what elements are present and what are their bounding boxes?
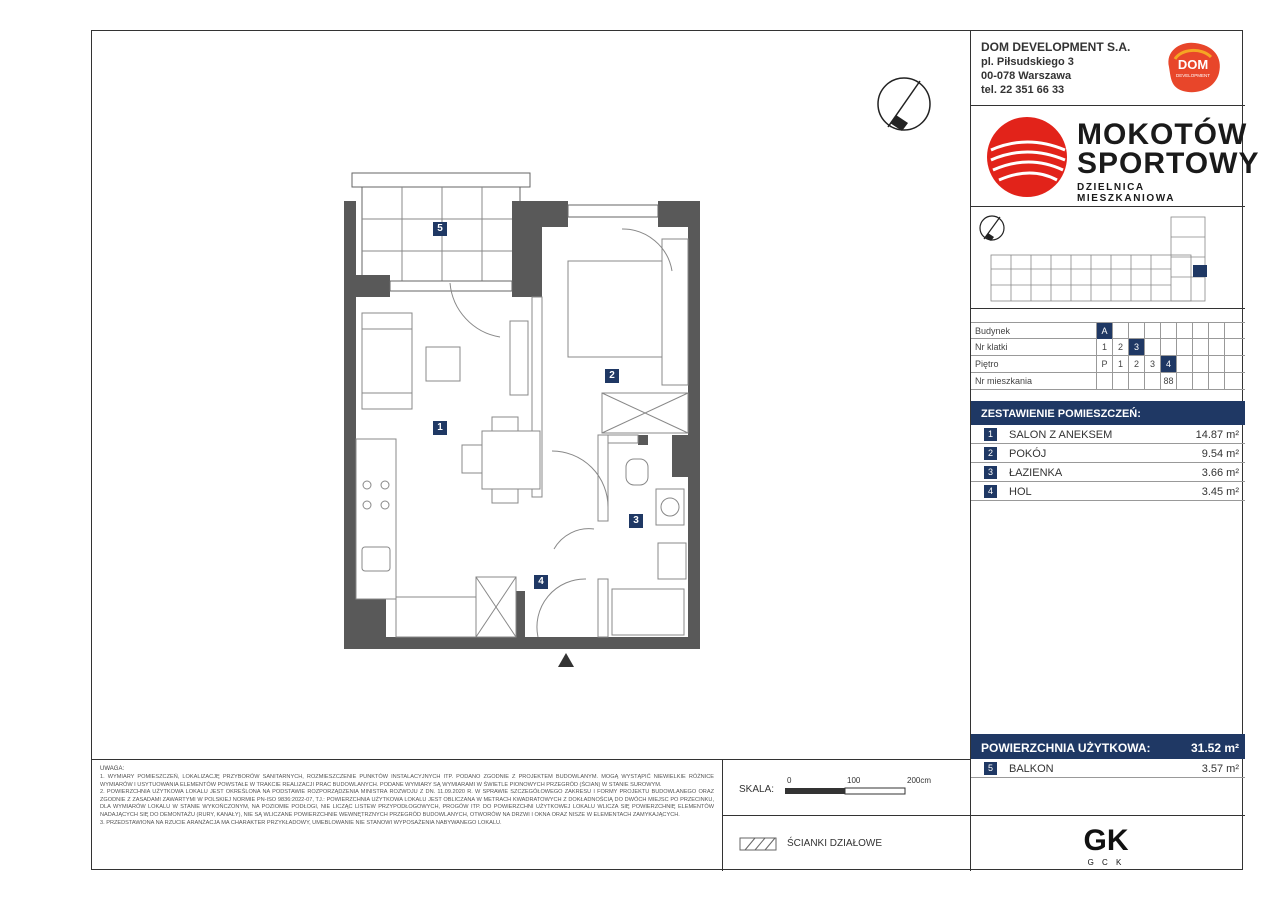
mokotow-sportowy-logo-icon	[985, 116, 1069, 198]
developer-block	[971, 31, 1245, 106]
brand-tagline: DZIELNICA MIESZKANIOWA	[1077, 182, 1176, 204]
room-name: SALON Z ANEKSEM	[1009, 429, 1113, 441]
empty-cell	[1176, 339, 1192, 355]
legend-label: ŚCIANKI DZIAŁOWE	[787, 838, 883, 849]
plan-label-1: 1	[437, 422, 443, 433]
empty-cell	[1208, 339, 1224, 355]
developer-phone: tel. 22 351 66 33	[981, 84, 1065, 96]
note-2: 2. POWIERZCHNIA UŻYTKOWA LOKALU JEST OKREŚLONA NA PODSTAWIE ROZPORZĄDZENIA MINISTRA ROZWOJU Z DN. 11.09.2020 R. W SPRAWIE SZCZEGÓŁOWEGO ZAKRESU I FORMY PROJEKTU BUDOWLANEGO ORAZ ZGODNIE Z ZASADAMI ZAWARTYMI W POLSKIEJ NORMIE PN-ISO 9836:2022-07, TJ.: POWIERZCHNIA UŻYTKOWA LOKALU JEST OBLICZANA W METRACH KWADRATOWYCH Z DOKŁADNOŚCIĄ DO DWÓCH MIEJSC PO PRZECINKU, DLA WYMIARÓW LOKALU W STANIE WYKOŃCZONYM, NA POZIOMIE PODŁOGI, NIE LICZĄC LISTEW PRZYPODŁOGOWYCH, PROGÓW ITP. DO POWIERZCHNI UŻYTKOWEJ LOKALU WLICZA SIĘ POWIERZCHNIĘ ELEMENTÓW NADAJĄCYCH SIĘ DO DEMONTAŻU (RURY, KANAŁY), NIE SĄ WLICZANE POWIERZCHNIE WEWNĘTRZNYCH PRZEGRÓD BUDOWLANYCH, OTWORÓW NA DRZWI I OKNA ORAZ NISZE W ELEMENTACH ZAMYKAJĄCYCH.	[100, 789, 714, 818]
empty-cell	[1224, 356, 1240, 372]
building-label: Budynek	[975, 326, 1011, 336]
room-name: ŁAZIENKA	[1009, 467, 1063, 479]
gck-logo-icon	[1081, 820, 1131, 868]
floor-plan-sheet	[91, 30, 1260, 870]
scale-label: SKALA:	[739, 784, 775, 795]
brand-block	[971, 106, 1260, 207]
rooms-header: ZESTAWIENIE POMIESZCZEŃ:	[971, 401, 1245, 425]
empty-cell	[1112, 373, 1128, 389]
room-row	[971, 463, 1245, 482]
balcony-name: BALKON	[1009, 763, 1054, 775]
room-number: 3	[984, 466, 997, 479]
stair-label: Nr klatki	[975, 342, 1008, 352]
scale-tick-100: 100	[847, 776, 861, 785]
apartment-label: Nr mieszkania	[975, 376, 1033, 386]
developer-name: DOM DEVELOPMENT S.A.	[981, 40, 1131, 54]
developer-street: pl. Piłsudskiego 3	[981, 56, 1074, 68]
empty-cell	[1128, 323, 1144, 339]
room-number: 4	[984, 485, 997, 498]
legend-block	[723, 815, 970, 871]
empty-cell	[1176, 323, 1192, 339]
empty-cell	[1192, 373, 1208, 389]
empty-cell	[1192, 323, 1208, 339]
svg-text:DEVELOPMENT: DEVELOPMENT	[1175, 73, 1211, 78]
total-area-bar	[971, 734, 1245, 759]
hatch-legend-icon	[739, 837, 777, 851]
floor-cell-p: P	[1096, 356, 1112, 372]
total-area-label: POWIERZCHNIA UŻYTKOWA:	[981, 741, 1151, 755]
info-row-stair	[971, 339, 1245, 356]
room-row	[971, 444, 1245, 463]
gck-block	[971, 815, 1245, 871]
rooms-list	[971, 425, 1245, 501]
total-area-value: 31.52 m²	[1190, 741, 1239, 755]
building-cell-a: A	[1096, 323, 1112, 339]
empty-cell	[1128, 373, 1144, 389]
brand-name-line2: SPORTOWY	[1077, 147, 1260, 180]
empty-cell	[1096, 373, 1112, 389]
scale-bar	[783, 772, 913, 812]
floor-cell-2: 2	[1128, 356, 1144, 372]
dom-development-logo-icon	[1161, 39, 1225, 95]
empty-cell	[1208, 373, 1224, 389]
balcony-area: 3.57 m²	[1201, 763, 1239, 775]
compass-small-icon	[980, 216, 1004, 241]
plan-area	[92, 31, 970, 759]
empty-cell	[1208, 356, 1224, 372]
floor-label: Piętro	[975, 359, 999, 369]
notes-title: UWAGA:	[100, 766, 125, 772]
brand-name-line1: MOKOTÓW	[1077, 118, 1248, 151]
room-row	[971, 425, 1245, 444]
apartment-number: 88	[1160, 373, 1176, 389]
empty-cell	[1192, 339, 1208, 355]
plan-label-2: 2	[609, 370, 615, 381]
svg-text:G C K: G C K	[1087, 858, 1125, 867]
empty-cell	[1224, 323, 1240, 339]
key-plan-drawing	[971, 207, 1245, 309]
room-name: HOL	[1009, 486, 1032, 498]
info-row-apartment	[971, 373, 1245, 390]
plan-label-5: 5	[437, 223, 443, 234]
notes-block	[92, 759, 723, 871]
floor-cell-1: 1	[1112, 356, 1128, 372]
empty-cell	[1176, 356, 1192, 372]
balcony-number: 5	[984, 762, 997, 775]
scale-tick-0: 0	[787, 776, 792, 785]
note-3: 3. PRZEDSTAWIONA NA RZUCIE ARANŻACJA MA CHARAKTER PRZYKŁADOWY, UMEBLOWANIE NIE STANOWI WYPOSAŻENIA NABYWANEGO LOKALU.	[100, 819, 502, 826]
empty-cell	[1160, 339, 1176, 355]
empty-cell	[1224, 373, 1240, 389]
entrance-arrow-icon	[558, 653, 574, 667]
floor-cell-4: 4	[1160, 356, 1176, 372]
scale-block	[723, 759, 970, 815]
floor-plan-drawing	[92, 31, 970, 759]
empty-cell	[1112, 323, 1128, 339]
info-grid	[971, 322, 1245, 390]
info-panel	[970, 31, 1260, 871]
room-area: 9.54 m²	[1201, 448, 1239, 460]
balcony-row	[971, 759, 1245, 778]
empty-cell	[1160, 323, 1176, 339]
plan-label-4: 4	[538, 576, 544, 587]
empty-cell	[1144, 373, 1160, 389]
room-row	[971, 482, 1245, 501]
room-area: 3.66 m²	[1201, 467, 1239, 479]
plan-label-3: 3	[633, 515, 639, 526]
empty-cell	[1224, 339, 1240, 355]
room-number: 1	[984, 428, 997, 441]
empty-cell	[1144, 339, 1160, 355]
svg-text:GK: GK	[1083, 824, 1129, 857]
room-name: POKÓJ	[1009, 448, 1047, 460]
apartment-highlight	[1193, 265, 1207, 277]
scale-tick-200: 200cm	[907, 776, 932, 785]
stair-cell-2: 2	[1112, 339, 1128, 355]
empty-cell	[1192, 356, 1208, 372]
empty-cell	[1208, 323, 1224, 339]
svg-text:DOM: DOM	[1177, 57, 1209, 72]
room-number: 2	[984, 447, 997, 460]
room-area: 3.45 m²	[1201, 486, 1239, 498]
note-1: 1. WYMIARY POMIESZCZEŃ, LOKALIZACJĘ PRZYBORÓW SANITARNYCH, ROZMIESZCZENIE PUNKTÓW INSTALACYJNYCH ITP. PODANO ZGODNIE Z PROJEKTEM BUDOWLANYM. MOGĄ WYSTĄPIĆ NIEWIELKIE RÓŻNICE WYMIARÓW I USYTUOWANIA ELEMENTÓW POWSTAŁE W TRAKCIE REALIZACJI PRAC BUDOWLANYCH. PODANE WYMIARY SĄ WYMIARAMI W ŚWIETLE PIONOWYCH PRZEGRÓD (ŚCIAN) W STANIE SUROWYM.	[100, 774, 714, 788]
room-area: 14.87 m²	[1195, 429, 1239, 441]
stair-cell-1: 1	[1096, 339, 1112, 355]
key-plan	[971, 207, 1245, 309]
stair-cell-3: 3	[1128, 339, 1144, 355]
developer-city: 00-078 Warszawa	[981, 70, 1072, 82]
info-row-floor	[971, 356, 1245, 373]
empty-cell	[1176, 373, 1192, 389]
empty-cell	[1144, 323, 1160, 339]
info-row-building	[971, 322, 1245, 339]
floor-cell-3: 3	[1144, 356, 1160, 372]
compass-icon	[878, 78, 930, 131]
